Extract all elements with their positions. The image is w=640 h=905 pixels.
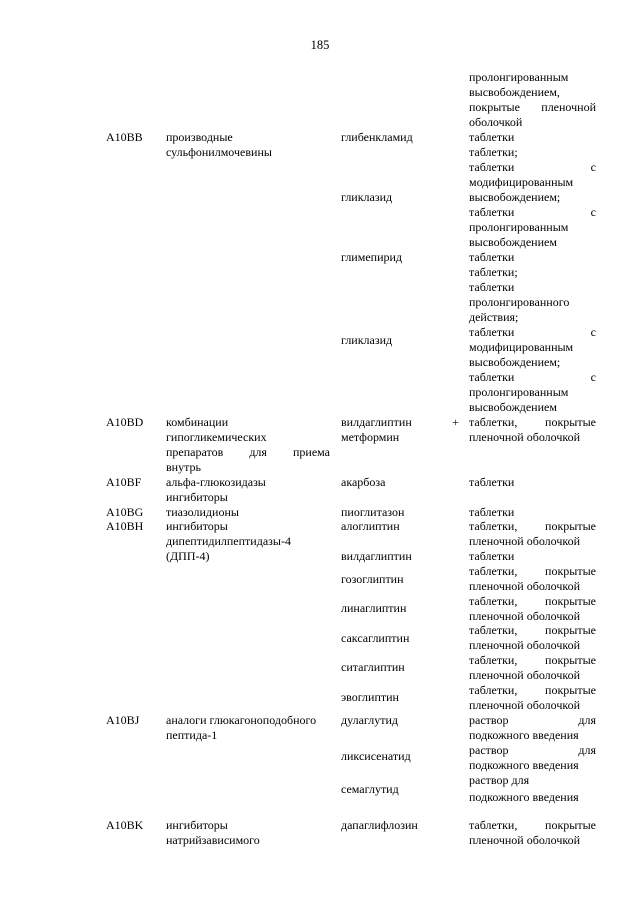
group-line: препаратов для приема (166, 445, 330, 459)
group-line: ингибиторы (166, 818, 228, 832)
form-line: таблетки, покрытые (469, 653, 596, 667)
drug-name: акарбоза (341, 475, 386, 489)
group-line: гипогликемических (166, 430, 267, 444)
drug-name: вилдаглиптин (341, 415, 412, 429)
drug-name: дулаглутид (341, 713, 398, 727)
form-line: пленочной оболочкой (469, 638, 581, 652)
form-line: пролонгированным (469, 220, 569, 234)
form-line: модифицированным (469, 340, 574, 354)
form-line: высвобождением, (469, 85, 560, 99)
drug-name: алоглиптин (341, 519, 400, 533)
drug-name: пиоглитазон (341, 505, 405, 519)
group-line: дипептидилпептидазы-4 (166, 534, 291, 548)
drug-name: линаглиптин (341, 601, 407, 615)
form-line: пленочной оболочкой (469, 430, 581, 444)
form-line: пролонгированным (469, 70, 569, 84)
atc-code: A10BG (106, 505, 144, 519)
form-line: таблетки, покрытые (469, 594, 596, 608)
form-line: таблетки; (469, 145, 518, 159)
atc-code: A10BK (106, 818, 144, 832)
form-line: таблетки, покрытые (469, 564, 596, 578)
form-line: таблетки (469, 549, 515, 563)
form-line: таблетки, покрытые (469, 818, 596, 832)
form-line: таблетки (469, 250, 515, 264)
form-line: таблетки, покрытые (469, 623, 596, 637)
group-line: производные (166, 130, 233, 144)
plus-sign: + (452, 415, 459, 429)
atc-code: A10BB (106, 130, 143, 144)
group-line: комбинации (166, 415, 229, 429)
form-line: таблетки (469, 505, 515, 519)
drug-name: гликлазид (341, 333, 393, 347)
form-line: пленочной оболочкой (469, 579, 581, 593)
form-line: таблетки, покрытые (469, 415, 596, 429)
form-line: раствор для (469, 743, 596, 757)
form-line: пленочной оболочкой (469, 668, 581, 682)
drug-name: глимепирид (341, 250, 403, 264)
form-line: таблетки (469, 130, 515, 144)
form-line: пролонгированным (469, 385, 569, 399)
drug-name: дапаглифлозин (341, 818, 418, 832)
form-line: таблетки с (469, 325, 596, 339)
drug-name: саксаглиптин (341, 631, 410, 645)
form-line: таблетки, покрытые (469, 519, 596, 533)
form-line: пленочной оболочкой (469, 609, 581, 623)
group-line: пептида-1 (166, 728, 218, 742)
form-line: подкожного введения (469, 758, 579, 772)
form-line: таблетки с (469, 370, 596, 384)
group-line: тиазолидионы (166, 505, 239, 519)
drug-name: глибенкламид (341, 130, 413, 144)
group-line: ингибиторы (166, 519, 228, 533)
drug-name: семаглутид (341, 782, 399, 796)
drug-name: ликсисенатид (341, 749, 411, 763)
drug-name: гликлазид (341, 190, 393, 204)
form-line: пленочной оболочкой (469, 534, 581, 548)
form-line: таблетки, покрытые (469, 683, 596, 697)
group-line: аналоги глюкагоноподобного (166, 713, 317, 727)
form-line: пролонгированного (469, 295, 570, 309)
group-line: натрийзависимого (166, 833, 260, 847)
form-line: модифицированным (469, 175, 574, 189)
atc-code: A10BD (106, 415, 144, 429)
group-line: (ДПП-4) (166, 549, 210, 563)
form-line: оболочкой (469, 115, 523, 129)
form-line: высвобождением; (469, 355, 561, 369)
form-line: подкожного введения (469, 790, 579, 804)
form-line: действия; (469, 310, 519, 324)
form-line: высвобождением; (469, 190, 561, 204)
drug-name: метформин (341, 430, 400, 444)
drug-name: вилдаглиптин (341, 549, 412, 563)
form-line: пленочной оболочкой (469, 833, 581, 847)
form-line: высвобождением (469, 400, 557, 414)
drug-name: эвоглиптин (341, 690, 399, 704)
form-line: пленочной оболочкой (469, 698, 581, 712)
form-line: высвобождением (469, 235, 557, 249)
form-line: таблетки с (469, 160, 596, 174)
group-line: ингибиторы (166, 490, 228, 504)
form-line: раствор для (469, 773, 530, 787)
form-line: таблетки (469, 280, 515, 294)
group-line: сульфонилмочевины (166, 145, 272, 159)
group-line: внутрь (166, 460, 201, 474)
atc-code: A10BH (106, 519, 144, 533)
form-line: раствор для (469, 713, 596, 727)
atc-code: A10BJ (106, 713, 140, 727)
group-line: альфа-глюкозидазы (166, 475, 266, 489)
form-line: таблетки с (469, 205, 596, 219)
drug-name: гозоглиптин (341, 572, 404, 586)
atc-code: A10BF (106, 475, 142, 489)
page-number: 185 (310, 38, 330, 52)
form-line: таблетки; (469, 265, 518, 279)
form-line: таблетки (469, 475, 515, 489)
drug-name: ситаглиптин (341, 660, 405, 674)
form-line: подкожного введения (469, 728, 579, 742)
form-line: покрытые пленочной (469, 100, 596, 114)
